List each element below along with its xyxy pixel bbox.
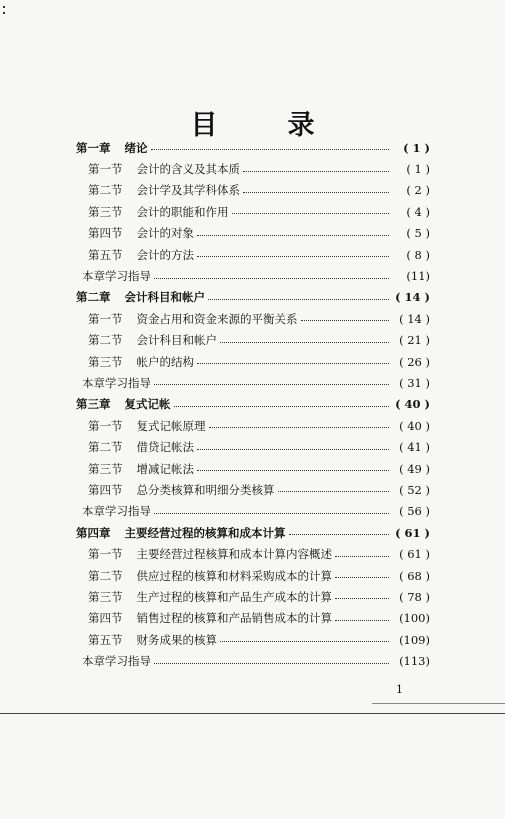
dot-leader [174,406,390,407]
dot-leader [335,577,389,578]
scan-speck [3,12,5,14]
dot-leader [335,620,389,621]
dot-leader [208,299,389,300]
toc-section-entry [76,308,430,329]
entry-title: 本章学习指导 [82,269,151,284]
entry-page-number: ( 14 ) [399,311,430,326]
entry-page-number: ( 52 ) [399,482,430,497]
entry-title: 销售过程的核算和产品销售成本的计算 [136,611,332,626]
entry-number: 第二节 [88,183,123,198]
dot-leader [301,320,390,321]
entry-title: 会计的对象 [136,226,194,241]
entry-page-number: ( 14 ) [395,290,430,305]
toc-guide-entry [76,372,430,393]
entry-title: 增减记帐法 [136,461,194,476]
dot-leader [197,449,389,450]
entry-title: 复式记帐原理 [136,418,206,433]
dot-leader [154,513,389,514]
entry-number: 第三节 [88,589,123,604]
entry-title: 借贷记帐法 [136,440,194,455]
dot-leader [151,149,390,150]
entry-page-number: (113) [399,654,430,669]
entry-page-number: ( 68 ) [399,568,430,583]
entry-title: 会计学及其学科体系 [136,183,240,198]
entry-page-number: (100) [399,611,430,626]
entry-page-number: ( 4 ) [406,204,430,219]
toc-section-entry [76,436,430,457]
entry-title: 本章学习指导 [82,504,151,519]
page-number: 1 [396,683,403,696]
entry-page-number: ( 1 ) [403,140,430,155]
toc-section-entry [76,565,430,586]
entry-number: 第三章 [76,397,111,412]
entry-title: 绪论 [124,140,148,155]
entry-title: 复式记帐 [124,397,171,412]
entry-page-number: ( 26 ) [399,354,430,369]
entry-number: 第一节 [88,311,123,326]
entry-number: 第二节 [88,568,123,583]
entry-title: 会计科目和帐户 [124,290,205,305]
toc-section-entry [76,351,430,372]
scan-edge-line [372,703,505,704]
entry-title: 本章学习指导 [82,375,151,390]
entry-page-number: ( 61 ) [395,525,430,540]
entry-page-number: (11) [406,269,430,284]
entry-number: 第一节 [88,162,123,177]
entry-number: 第三节 [88,461,123,476]
entry-title: 会计科目和帐户 [136,333,217,348]
dot-leader [220,342,389,343]
entry-title: 供应过程的核算和材料采购成本的计算 [136,568,332,583]
dot-leader [335,556,389,557]
entry-page-number: ( 2 ) [406,183,430,198]
entry-page-number: (109) [399,632,430,647]
scan-speck [3,6,5,8]
entry-title: 生产过程的核算和产品生产成本的计算 [136,589,332,604]
entry-title: 本章学习指导 [82,654,151,669]
entry-title: 帐户的结构 [136,354,194,369]
title-char-right: 录 [287,110,315,141]
entry-page-number: ( 61 ) [399,547,430,562]
toc-chapter-entry [76,287,430,308]
entry-number: 第四节 [88,226,123,241]
entry-page-number: ( 49 ) [399,461,430,476]
toc-guide-entry [76,650,430,671]
dot-leader [209,427,390,428]
dot-leader [289,534,390,535]
entry-page-number: ( 8 ) [406,247,430,262]
toc-guide-entry [76,501,430,522]
dot-leader [278,491,390,492]
toc-section-entry [76,158,430,179]
entry-page-number: ( 5 ) [406,226,430,241]
entry-number: 第二章 [76,290,111,305]
toc-section-entry [76,608,430,629]
dot-leader [220,641,389,642]
title-char-left: 目 [190,110,218,141]
entry-number: 第一节 [88,418,123,433]
dot-leader [335,598,389,599]
dot-leader [197,363,389,364]
entry-number: 第三节 [88,204,123,219]
entry-page-number: ( 31 ) [399,375,430,390]
entry-number: 第一章 [76,140,111,155]
toc-section-entry [76,330,430,351]
toc-section-entry [76,586,430,607]
entry-page-number: ( 41 ) [399,440,430,455]
entry-number: 第四节 [88,482,123,497]
toc-section-entry [76,415,430,436]
dot-leader [197,256,389,257]
toc-section-entry [76,201,430,222]
dot-leader [243,192,389,193]
entry-number: 第一节 [88,547,123,562]
dot-leader [154,278,389,279]
toc-guide-entry [76,265,430,286]
entry-number: 第五节 [88,247,123,262]
entry-page-number: ( 40 ) [395,397,430,412]
entry-number: 第三节 [88,354,123,369]
entry-page-number: ( 21 ) [399,333,430,348]
toc-chapter-entry [76,522,430,543]
entry-title: 主要经营过程核算和成本计算内容概述 [136,547,332,562]
entry-title: 主要经营过程的核算和成本计算 [124,525,286,540]
entry-number: 第四章 [76,525,111,540]
entry-page-number: ( 1 ) [406,162,430,177]
toc-section-entry [76,629,430,650]
toc-section-entry [76,543,430,564]
toc-section-entry [76,223,430,244]
dot-leader [232,213,390,214]
entry-number: 第五节 [88,632,123,647]
dot-leader [197,235,389,236]
toc-section-entry [76,479,430,500]
entry-title: 会计的职能和作用 [136,204,229,219]
entry-page-number: ( 56 ) [399,504,430,519]
entry-title: 总分类核算和明细分类核算 [136,482,275,497]
entry-number: 第二节 [88,333,123,348]
entry-title: 资金占用和资金来源的平衡关系 [136,311,298,326]
table-of-contents [76,137,430,672]
entry-title: 会计的含义及其本质 [136,162,240,177]
toc-section-entry [76,458,430,479]
dot-leader [154,663,389,664]
dot-leader [197,470,389,471]
entry-title: 会计的方法 [136,247,194,262]
toc-chapter-entry [76,137,430,158]
toc-section-entry [76,180,430,201]
entry-number: 第四节 [88,611,123,626]
scan-bottom-line [0,713,505,714]
toc-chapter-entry [76,394,430,415]
entry-number: 第二节 [88,440,123,455]
entry-page-number: ( 40 ) [399,418,430,433]
dot-leader [154,384,389,385]
toc-section-entry [76,244,430,265]
dot-leader [243,171,389,172]
entry-page-number: ( 78 ) [399,589,430,604]
entry-title: 财务成果的核算 [136,632,217,647]
